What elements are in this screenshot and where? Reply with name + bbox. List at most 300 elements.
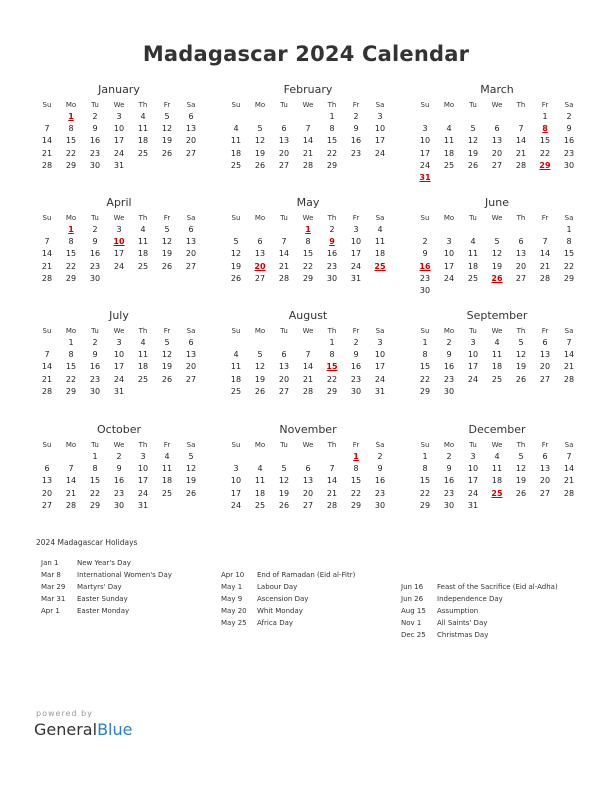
day-cell[interactable]: 24: [113, 261, 125, 271]
day-cell[interactable]: 21: [278, 261, 290, 271]
day-cell[interactable]: 22: [563, 261, 575, 271]
day-cell[interactable]: 18: [230, 374, 242, 384]
day-cell[interactable]: 8: [422, 464, 428, 474]
day-cell[interactable]: 5: [164, 338, 170, 347]
day-cell[interactable]: 18: [374, 249, 386, 259]
day-cell[interactable]: 22: [65, 261, 77, 271]
day-cell[interactable]: 28: [278, 273, 290, 283]
day-cell[interactable]: 17: [230, 488, 242, 498]
day-cell[interactable]: 6: [257, 237, 263, 247]
day-cell[interactable]: 30: [89, 273, 101, 283]
day-cell[interactable]: 4: [257, 464, 263, 474]
day-cell[interactable]: 27: [302, 500, 314, 510]
day-cell[interactable]: 18: [491, 476, 503, 486]
day-cell[interactable]: 23: [113, 488, 125, 498]
day-cell[interactable]: 12: [254, 362, 266, 372]
day-cell[interactable]: 17: [467, 476, 479, 486]
day-cell[interactable]: 5: [188, 452, 194, 461]
day-cell[interactable]: 6: [281, 124, 287, 134]
day-cell[interactable]: 2: [566, 112, 572, 121]
day-cell[interactable]: 1: [422, 452, 428, 461]
day-cell[interactable]: 10: [113, 350, 125, 360]
day-cell[interactable]: 30: [113, 500, 125, 510]
holiday-day[interactable]: 1: [305, 225, 311, 234]
day-cell[interactable]: 19: [254, 374, 266, 384]
day-cell[interactable]: 12: [161, 124, 173, 134]
day-cell[interactable]: 21: [515, 148, 527, 158]
day-cell[interactable]: 7: [518, 124, 524, 134]
day-cell[interactable]: 29: [563, 273, 575, 283]
day-cell[interactable]: 25: [443, 160, 455, 170]
holiday-day[interactable]: 15: [326, 362, 338, 372]
day-cell[interactable]: 4: [140, 338, 146, 347]
day-cell[interactable]: 11: [491, 350, 503, 360]
day-cell[interactable]: 25: [491, 374, 503, 384]
day-cell[interactable]: 1: [566, 225, 572, 234]
day-cell[interactable]: 16: [374, 476, 386, 486]
holiday-day[interactable]: 16: [419, 261, 431, 271]
day-cell[interactable]: 16: [350, 362, 362, 372]
holiday-day[interactable]: 1: [68, 112, 74, 121]
day-cell[interactable]: 7: [44, 237, 50, 247]
day-cell[interactable]: 29: [65, 273, 77, 283]
day-cell[interactable]: 10: [113, 124, 125, 134]
day-cell[interactable]: 20: [185, 136, 197, 146]
day-cell[interactable]: 3: [233, 464, 239, 474]
day-cell[interactable]: 16: [443, 476, 455, 486]
day-cell[interactable]: 21: [41, 148, 53, 158]
day-cell[interactable]: 19: [467, 148, 479, 158]
day-cell[interactable]: 30: [419, 285, 431, 295]
day-cell[interactable]: 20: [278, 374, 290, 384]
day-cell[interactable]: 31: [467, 500, 479, 510]
day-cell[interactable]: 29: [326, 160, 338, 170]
day-cell[interactable]: 23: [89, 148, 101, 158]
day-cell[interactable]: 25: [161, 488, 173, 498]
day-cell[interactable]: 2: [353, 112, 359, 121]
day-cell[interactable]: 4: [446, 124, 452, 134]
day-cell[interactable]: 14: [302, 136, 314, 146]
day-cell[interactable]: 29: [326, 386, 338, 396]
day-cell[interactable]: 27: [278, 160, 290, 170]
day-cell[interactable]: 22: [326, 148, 338, 158]
holiday-day[interactable]: 9: [329, 237, 335, 247]
day-cell[interactable]: 5: [518, 452, 524, 461]
day-cell[interactable]: 15: [326, 136, 338, 146]
day-cell[interactable]: 15: [563, 249, 575, 259]
day-cell[interactable]: 5: [518, 338, 524, 347]
day-cell[interactable]: 4: [233, 124, 239, 134]
day-cell[interactable]: 18: [137, 362, 149, 372]
day-cell[interactable]: 6: [542, 452, 548, 461]
day-cell[interactable]: 16: [443, 362, 455, 372]
day-cell[interactable]: 30: [443, 500, 455, 510]
day-cell[interactable]: 14: [563, 350, 575, 360]
day-cell[interactable]: 12: [161, 350, 173, 360]
day-cell[interactable]: 24: [350, 261, 362, 271]
day-cell[interactable]: 13: [41, 476, 53, 486]
day-cell[interactable]: 26: [161, 261, 173, 271]
day-cell[interactable]: 24: [230, 500, 242, 510]
day-cell[interactable]: 14: [278, 249, 290, 259]
day-cell[interactable]: 29: [65, 160, 77, 170]
day-cell[interactable]: 24: [419, 160, 431, 170]
holiday-day[interactable]: 25: [374, 261, 386, 271]
day-cell[interactable]: 24: [443, 273, 455, 283]
day-cell[interactable]: 8: [305, 237, 311, 247]
day-cell[interactable]: 13: [302, 476, 314, 486]
day-cell[interactable]: 25: [230, 386, 242, 396]
day-cell[interactable]: 20: [41, 488, 53, 498]
day-cell[interactable]: 18: [254, 488, 266, 498]
day-cell[interactable]: 24: [467, 374, 479, 384]
day-cell[interactable]: 3: [116, 338, 122, 347]
day-cell[interactable]: 20: [278, 148, 290, 158]
day-cell[interactable]: 9: [116, 464, 122, 474]
day-cell[interactable]: 26: [254, 386, 266, 396]
day-cell[interactable]: 28: [563, 374, 575, 384]
day-cell[interactable]: 10: [350, 237, 362, 247]
day-cell[interactable]: 19: [515, 476, 527, 486]
day-cell[interactable]: 25: [137, 374, 149, 384]
day-cell[interactable]: 19: [254, 148, 266, 158]
day-cell[interactable]: 5: [233, 237, 239, 247]
day-cell[interactable]: 27: [41, 500, 53, 510]
day-cell[interactable]: 9: [377, 464, 383, 474]
day-cell[interactable]: 7: [305, 350, 311, 360]
day-cell[interactable]: 3: [377, 112, 383, 121]
day-cell[interactable]: 18: [137, 249, 149, 259]
day-cell[interactable]: 1: [422, 338, 428, 347]
day-cell[interactable]: 9: [446, 464, 452, 474]
day-cell[interactable]: 20: [539, 476, 551, 486]
day-cell[interactable]: 6: [542, 338, 548, 347]
holiday-day[interactable]: 8: [542, 124, 548, 134]
day-cell[interactable]: 9: [92, 237, 98, 247]
day-cell[interactable]: 24: [137, 488, 149, 498]
day-cell[interactable]: 20: [491, 148, 503, 158]
day-cell[interactable]: 2: [92, 112, 98, 121]
day-cell[interactable]: 11: [230, 136, 242, 146]
day-cell[interactable]: 27: [185, 374, 197, 384]
day-cell[interactable]: 1: [329, 338, 335, 347]
day-cell[interactable]: 10: [137, 464, 149, 474]
day-cell[interactable]: 27: [278, 386, 290, 396]
day-cell[interactable]: 28: [563, 488, 575, 498]
day-cell[interactable]: 12: [230, 249, 242, 259]
day-cell[interactable]: 18: [491, 362, 503, 372]
day-cell[interactable]: 23: [326, 261, 338, 271]
day-cell[interactable]: 20: [185, 362, 197, 372]
day-cell[interactable]: 12: [467, 136, 479, 146]
day-cell[interactable]: 13: [254, 249, 266, 259]
day-cell[interactable]: 9: [446, 350, 452, 360]
day-cell[interactable]: 25: [254, 500, 266, 510]
day-cell[interactable]: 21: [65, 488, 77, 498]
day-cell[interactable]: 27: [539, 488, 551, 498]
day-cell[interactable]: 26: [278, 500, 290, 510]
day-cell[interactable]: 23: [563, 148, 575, 158]
day-cell[interactable]: 20: [539, 362, 551, 372]
day-cell[interactable]: 8: [353, 464, 359, 474]
day-cell[interactable]: 22: [326, 374, 338, 384]
day-cell[interactable]: 26: [185, 488, 197, 498]
day-cell[interactable]: 2: [377, 452, 383, 461]
brand-logo[interactable]: [34, 720, 132, 739]
day-cell[interactable]: 9: [353, 350, 359, 360]
day-cell[interactable]: 18: [230, 148, 242, 158]
day-cell[interactable]: 12: [185, 464, 197, 474]
day-cell[interactable]: 19: [185, 476, 197, 486]
day-cell[interactable]: 4: [494, 338, 500, 347]
day-cell[interactable]: 14: [302, 362, 314, 372]
day-cell[interactable]: 28: [65, 500, 77, 510]
day-cell[interactable]: 4: [140, 225, 146, 234]
day-cell[interactable]: 13: [491, 136, 503, 146]
day-cell[interactable]: 20: [302, 488, 314, 498]
day-cell[interactable]: 10: [443, 249, 455, 259]
day-cell[interactable]: 15: [419, 476, 431, 486]
day-cell[interactable]: 9: [92, 350, 98, 360]
day-cell[interactable]: 3: [470, 338, 476, 347]
holiday-day[interactable]: 10: [113, 237, 125, 247]
day-cell[interactable]: 4: [164, 452, 170, 461]
day-cell[interactable]: 11: [491, 464, 503, 474]
day-cell[interactable]: 31: [350, 273, 362, 283]
day-cell[interactable]: 11: [230, 362, 242, 372]
day-cell[interactable]: 14: [563, 464, 575, 474]
day-cell[interactable]: 27: [185, 261, 197, 271]
day-cell[interactable]: 13: [185, 350, 197, 360]
day-cell[interactable]: 21: [563, 362, 575, 372]
day-cell[interactable]: 18: [467, 261, 479, 271]
day-cell[interactable]: 28: [302, 386, 314, 396]
holiday-day[interactable]: 26: [491, 273, 503, 283]
day-cell[interactable]: 15: [65, 362, 77, 372]
day-cell[interactable]: 4: [494, 452, 500, 461]
day-cell[interactable]: 2: [422, 237, 428, 247]
day-cell[interactable]: 7: [542, 237, 548, 247]
day-cell[interactable]: 30: [374, 500, 386, 510]
day-cell[interactable]: 19: [161, 136, 173, 146]
day-cell[interactable]: 19: [278, 488, 290, 498]
day-cell[interactable]: 13: [278, 136, 290, 146]
day-cell[interactable]: 30: [89, 160, 101, 170]
day-cell[interactable]: 23: [89, 374, 101, 384]
day-cell[interactable]: 17: [419, 148, 431, 158]
day-cell[interactable]: 30: [326, 273, 338, 283]
day-cell[interactable]: 3: [353, 225, 359, 234]
day-cell[interactable]: 19: [230, 261, 242, 271]
day-cell[interactable]: 8: [68, 237, 74, 247]
day-cell[interactable]: 22: [302, 261, 314, 271]
day-cell[interactable]: 16: [563, 136, 575, 146]
day-cell[interactable]: 8: [329, 350, 335, 360]
day-cell[interactable]: 12: [491, 249, 503, 259]
day-cell[interactable]: 17: [374, 136, 386, 146]
day-cell[interactable]: 29: [419, 500, 431, 510]
day-cell[interactable]: 7: [329, 464, 335, 474]
day-cell[interactable]: 26: [230, 273, 242, 283]
day-cell[interactable]: 28: [41, 273, 53, 283]
day-cell[interactable]: 6: [518, 237, 524, 247]
day-cell[interactable]: 8: [68, 124, 74, 134]
day-cell[interactable]: 3: [470, 452, 476, 461]
day-cell[interactable]: 1: [542, 112, 548, 121]
day-cell[interactable]: 18: [161, 476, 173, 486]
day-cell[interactable]: 13: [185, 237, 197, 247]
day-cell[interactable]: 22: [350, 488, 362, 498]
day-cell[interactable]: 7: [281, 237, 287, 247]
day-cell[interactable]: 11: [137, 350, 149, 360]
day-cell[interactable]: 4: [377, 225, 383, 234]
holiday-day[interactable]: 29: [539, 160, 551, 170]
day-cell[interactable]: 19: [161, 362, 173, 372]
day-cell[interactable]: 27: [539, 374, 551, 384]
day-cell[interactable]: 24: [113, 148, 125, 158]
day-cell[interactable]: 4: [233, 350, 239, 360]
day-cell[interactable]: 16: [350, 136, 362, 146]
day-cell[interactable]: 19: [491, 261, 503, 271]
day-cell[interactable]: 27: [515, 273, 527, 283]
day-cell[interactable]: 15: [302, 249, 314, 259]
day-cell[interactable]: 2: [329, 225, 335, 234]
day-cell[interactable]: 3: [446, 237, 452, 247]
day-cell[interactable]: 25: [137, 261, 149, 271]
day-cell[interactable]: 24: [374, 148, 386, 158]
day-cell[interactable]: 15: [65, 136, 77, 146]
day-cell[interactable]: 2: [353, 338, 359, 347]
day-cell[interactable]: 11: [467, 249, 479, 259]
day-cell[interactable]: 22: [539, 148, 551, 158]
day-cell[interactable]: 17: [137, 476, 149, 486]
day-cell[interactable]: 5: [257, 350, 263, 360]
day-cell[interactable]: 17: [443, 261, 455, 271]
day-cell[interactable]: 25: [137, 148, 149, 158]
day-cell[interactable]: 29: [302, 273, 314, 283]
day-cell[interactable]: 2: [446, 452, 452, 461]
day-cell[interactable]: 11: [161, 464, 173, 474]
day-cell[interactable]: 14: [65, 476, 77, 486]
day-cell[interactable]: 22: [89, 488, 101, 498]
day-cell[interactable]: 8: [422, 350, 428, 360]
day-cell[interactable]: 5: [164, 225, 170, 234]
day-cell[interactable]: 28: [302, 160, 314, 170]
day-cell[interactable]: 26: [161, 374, 173, 384]
day-cell[interactable]: 24: [113, 374, 125, 384]
day-cell[interactable]: 28: [41, 160, 53, 170]
day-cell[interactable]: 10: [230, 476, 242, 486]
day-cell[interactable]: 12: [278, 476, 290, 486]
day-cell[interactable]: 7: [44, 124, 50, 134]
day-cell[interactable]: 23: [374, 488, 386, 498]
day-cell[interactable]: 21: [302, 374, 314, 384]
day-cell[interactable]: 23: [443, 488, 455, 498]
day-cell[interactable]: 15: [350, 476, 362, 486]
day-cell[interactable]: 5: [257, 124, 263, 134]
day-cell[interactable]: 28: [515, 160, 527, 170]
day-cell[interactable]: 30: [563, 160, 575, 170]
day-cell[interactable]: 23: [350, 148, 362, 158]
day-cell[interactable]: 14: [41, 249, 53, 259]
day-cell[interactable]: 14: [41, 136, 53, 146]
day-cell[interactable]: 17: [113, 136, 125, 146]
day-cell[interactable]: 6: [188, 338, 194, 347]
day-cell[interactable]: 6: [188, 112, 194, 121]
day-cell[interactable]: 5: [281, 464, 287, 474]
day-cell[interactable]: 11: [137, 237, 149, 247]
day-cell[interactable]: 21: [41, 374, 53, 384]
day-cell[interactable]: 16: [89, 136, 101, 146]
day-cell[interactable]: 9: [353, 124, 359, 134]
day-cell[interactable]: 12: [515, 350, 527, 360]
day-cell[interactable]: 5: [164, 112, 170, 121]
day-cell[interactable]: 13: [515, 249, 527, 259]
day-cell[interactable]: 9: [422, 249, 428, 259]
day-cell[interactable]: 23: [419, 273, 431, 283]
day-cell[interactable]: 3: [140, 452, 146, 461]
day-cell[interactable]: 6: [305, 464, 311, 474]
day-cell[interactable]: 13: [185, 124, 197, 134]
day-cell[interactable]: 22: [419, 488, 431, 498]
day-cell[interactable]: 11: [443, 136, 455, 146]
day-cell[interactable]: 3: [377, 338, 383, 347]
day-cell[interactable]: 7: [44, 350, 50, 360]
day-cell[interactable]: 8: [566, 237, 572, 247]
day-cell[interactable]: 15: [419, 362, 431, 372]
day-cell[interactable]: 12: [254, 136, 266, 146]
day-cell[interactable]: 8: [329, 124, 335, 134]
day-cell[interactable]: 19: [515, 362, 527, 372]
day-cell[interactable]: 10: [419, 136, 431, 146]
day-cell[interactable]: 16: [113, 476, 125, 486]
day-cell[interactable]: 18: [137, 136, 149, 146]
day-cell[interactable]: 30: [350, 386, 362, 396]
day-cell[interactable]: 4: [470, 237, 476, 247]
day-cell[interactable]: 9: [92, 124, 98, 134]
day-cell[interactable]: 6: [281, 350, 287, 360]
day-cell[interactable]: 15: [89, 476, 101, 486]
day-cell[interactable]: 31: [137, 500, 149, 510]
day-cell[interactable]: 30: [89, 386, 101, 396]
day-cell[interactable]: 16: [89, 249, 101, 259]
day-cell[interactable]: 2: [92, 225, 98, 234]
day-cell[interactable]: 14: [41, 362, 53, 372]
day-cell[interactable]: 15: [65, 249, 77, 259]
day-cell[interactable]: 10: [374, 124, 386, 134]
day-cell[interactable]: 21: [302, 148, 314, 158]
day-cell[interactable]: 25: [230, 160, 242, 170]
day-cell[interactable]: 1: [329, 112, 335, 121]
day-cell[interactable]: 23: [350, 374, 362, 384]
day-cell[interactable]: 21: [326, 488, 338, 498]
day-cell[interactable]: 13: [278, 362, 290, 372]
day-cell[interactable]: 26: [161, 148, 173, 158]
day-cell[interactable]: 24: [374, 374, 386, 384]
day-cell[interactable]: 30: [443, 386, 455, 396]
day-cell[interactable]: 11: [254, 476, 266, 486]
day-cell[interactable]: 20: [515, 261, 527, 271]
day-cell[interactable]: 31: [113, 160, 125, 170]
day-cell[interactable]: 6: [188, 225, 194, 234]
day-cell[interactable]: 23: [443, 374, 455, 384]
day-cell[interactable]: 7: [566, 452, 572, 461]
holiday-day[interactable]: 25: [491, 488, 503, 498]
day-cell[interactable]: 22: [65, 148, 77, 158]
day-cell[interactable]: 27: [491, 160, 503, 170]
day-cell[interactable]: 28: [41, 386, 53, 396]
day-cell[interactable]: 2: [446, 338, 452, 347]
